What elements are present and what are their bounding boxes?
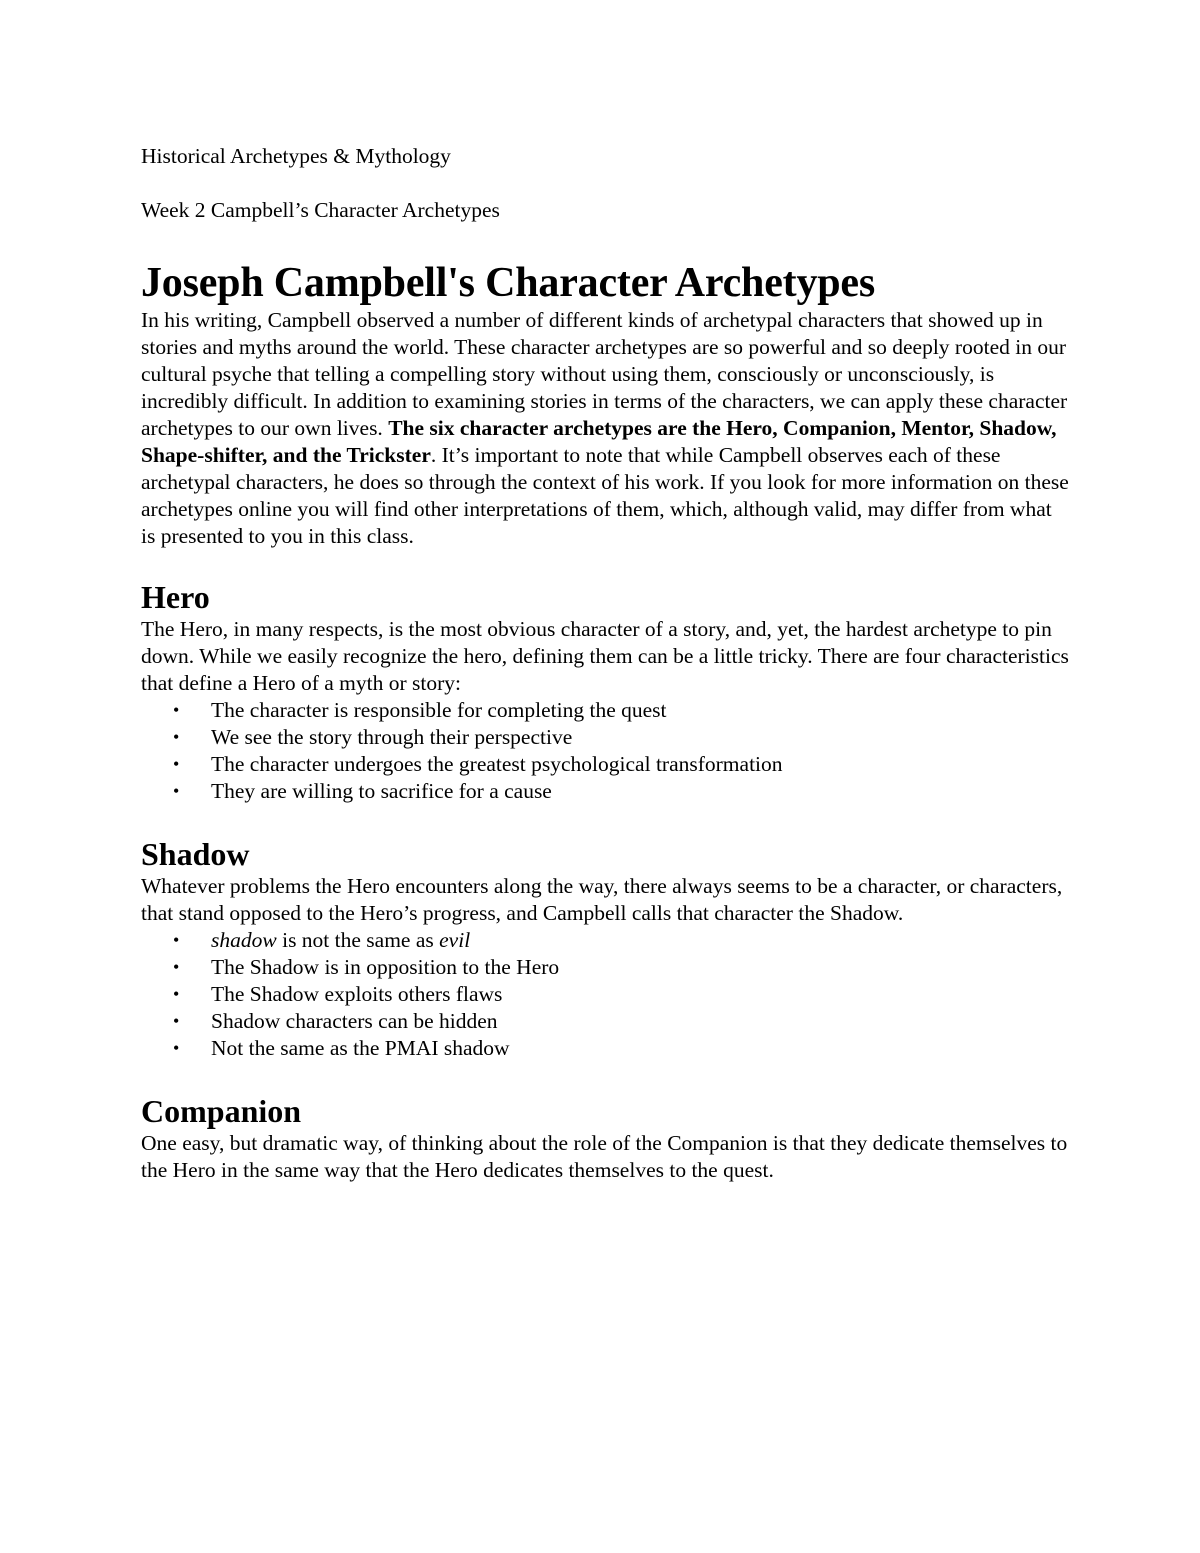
shadow-paragraph: Whatever problems the Hero encounters along the way, there always seems to be a character, or characters, that stand opposed to the Hero’s progress, and Campbell calls that character the Shadow. <box>141 874 1063 925</box>
list-item <box>141 724 1071 751</box>
italic-text: shadow <box>211 928 277 952</box>
page-title: Joseph Campbell's Character Archetypes <box>141 260 875 306</box>
intro-bold-text: The six character archetypes are the Hero, Companion, Mentor, Shadow, Shape-shifter, and the Trickster <box>141 416 1057 467</box>
course-title: Historical Archetypes & Mythology <box>141 144 451 168</box>
list-item <box>141 751 1071 778</box>
list-item-text: We see the story through their perspective <box>211 725 573 749</box>
hero-paragraph: The Hero, in many respects, is the most obvious character of a story, and, yet, the hardest archetype to pin down. While we easily recognize the hero, defining them can be a little tricky. There are four characteristics that define a Hero of a myth or story: <box>141 617 1069 695</box>
bullet-icon: • <box>173 754 180 774</box>
list-item-text: Shadow characters can be hidden <box>211 1009 498 1033</box>
intro-text-before: In his writing, Campbell observed a number of different kinds of archetypal characters that showed up in stories and myths around the world. These character archetypes are so powerful and so deeply rooted in our cultural psyche that telling a compelling story without using them, consciously or unconsciously, is incredibly difficult. In addition to examining stories in terms of the characters, we can apply these character archetypes to our own lives. <box>141 308 1068 440</box>
bullet-icon: • <box>173 727 180 747</box>
list-item-text: They are willing to sacrifice for a cause <box>211 779 552 803</box>
bullet-icon: • <box>173 930 180 950</box>
hero-heading: Hero <box>141 579 210 615</box>
list-item-text: is not the same as <box>276 928 440 952</box>
companion-heading: Companion <box>141 1093 302 1129</box>
week-title: Week 2 Campbell’s Character Archetypes <box>141 198 500 222</box>
list-item <box>141 697 1071 724</box>
bullet-icon: • <box>173 957 180 977</box>
list-item-text: The Shadow is in opposition to the Hero <box>211 955 560 979</box>
list-item <box>141 1008 1071 1035</box>
bullet-icon: • <box>173 1038 180 1058</box>
list-item-text: Not the same as the PMAI shadow <box>211 1036 510 1060</box>
list-item-text: The character is responsible for completing the quest <box>211 698 667 722</box>
bullet-icon: • <box>173 1011 180 1031</box>
list-item <box>141 954 1071 981</box>
document-page <box>141 138 1071 1184</box>
list-item-text: The character undergoes the greatest psychological transformation <box>211 752 783 776</box>
hero-bullet-list <box>141 697 1071 805</box>
list-item <box>141 1035 1071 1062</box>
list-item <box>141 981 1071 1008</box>
intro-text-after: . It’s important to note that while Campbell observes each of these archetypal characters, he does so through the context of his work. If you look for more information on these archetypes online you will find other interpretations of them, which, although valid, may differ from what is presented to you in this class. <box>141 443 1069 548</box>
bullet-icon: • <box>173 700 180 720</box>
list-item <box>141 778 1071 805</box>
italic-text: evil <box>439 928 471 952</box>
bullet-icon: • <box>173 781 180 801</box>
intro-paragraph <box>141 307 1071 550</box>
list-item <box>141 927 1071 954</box>
shadow-heading: Shadow <box>141 836 250 872</box>
companion-paragraph: One easy, but dramatic way, of thinking about the role of the Companion is that they dedicate themselves to the Hero in the same way that the Hero dedicates themselves to the quest. <box>141 1131 1068 1182</box>
list-item-text: The Shadow exploits others flaws <box>211 982 503 1006</box>
shadow-bullet-list <box>141 927 1071 1062</box>
bullet-icon: • <box>173 984 180 1004</box>
